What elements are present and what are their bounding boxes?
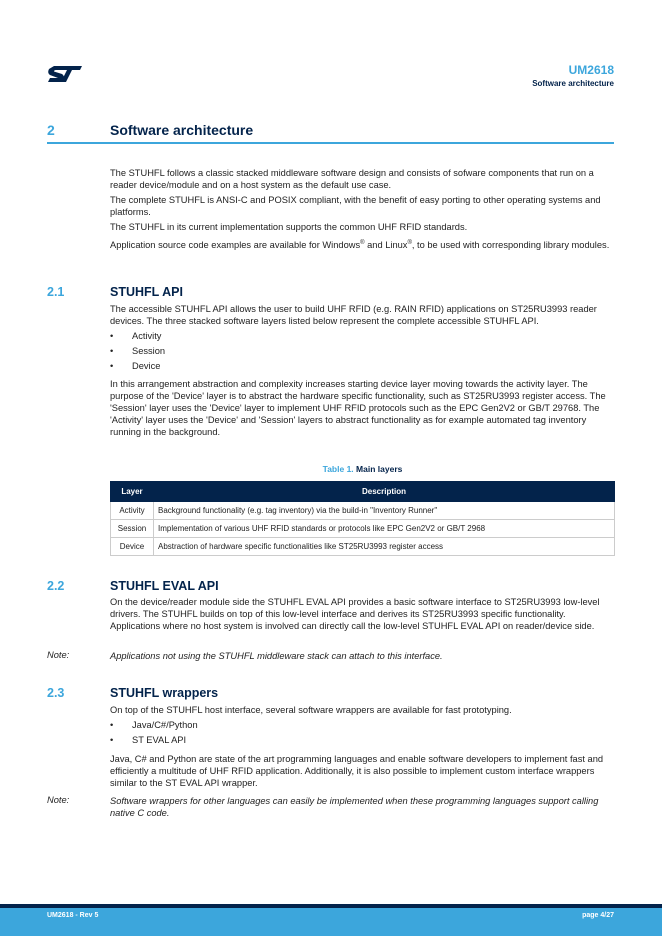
- table-row: [111, 538, 615, 556]
- list-item: • Session: [110, 344, 165, 359]
- column-header: Description: [154, 482, 615, 502]
- list-item-text: ST EVAL API: [132, 735, 187, 745]
- main-layers-table: [110, 481, 615, 556]
- list-item-text: Java/C#/Python: [132, 720, 198, 730]
- footer-page-number: page 4/27: [582, 912, 614, 919]
- footer-doc-rev: UM2618 - Rev 5: [47, 912, 99, 919]
- cell: Session: [111, 520, 154, 538]
- list-item-text: Session: [132, 346, 166, 356]
- list-item: • Java/C#/Python: [110, 718, 198, 733]
- table-caption: [110, 464, 615, 474]
- paragraph: On the device/reader module side the STUHFL EVAL API provides a basic software interface to ST25RU3993 low-level drivers. The STUHFL builds on top of this low-level interface and derives its ST25RU3993 specific functionality. Applications where no host system is involved can directly call the low-level STUHFL EVAL API on reader/device side.: [110, 597, 600, 631]
- cell: Background functionality (e.g. tag inventory) via the build-in "Inventory Runner": [154, 502, 615, 520]
- caption-number: Table 1.: [322, 464, 354, 474]
- list-item: • ST EVAL API: [110, 733, 198, 748]
- subsection-number: 2.3: [47, 686, 65, 700]
- st-logo: [46, 64, 84, 86]
- list-item: • Device: [110, 359, 165, 374]
- subsection-title: STUHFL API: [110, 285, 183, 299]
- table-row: [111, 502, 615, 520]
- list-item-text: Device: [132, 361, 161, 371]
- note-text: Software wrappers for other languages can easily be implemented when these programming languages support calling native C code.: [110, 796, 599, 818]
- header-doc-id: UM2618: [568, 63, 614, 77]
- header-section: Software architecture: [532, 79, 614, 88]
- note-label: Note:: [47, 650, 70, 660]
- paragraph: The accessible STUHFL API allows the user to build UHF RFID (e.g. RAIN RFID) applications on ST25RU3993 reader devices. The three stacked software layers listed below represent the complete accessible STUHFL API.: [110, 304, 597, 326]
- list-item: • Activity: [110, 329, 165, 344]
- registered-mark: ®: [360, 240, 365, 246]
- section-number: 2: [47, 122, 55, 138]
- subsection-number: 2.1: [47, 285, 65, 299]
- registered-mark: ®: [407, 240, 412, 246]
- paragraph: On top of the STUHFL host interface, several software wrappers are available for fast prototyping.: [110, 705, 512, 715]
- paragraph: Java, C# and Python are state of the art programming languages and enable software developers to implement fast and efficiently a multitude of UHF RFID application. Additionally, it is also possible to implement custom interface wrappers similar to the ST EVAL API wrapper.: [110, 754, 604, 788]
- caption-title: Main layers: [356, 464, 403, 474]
- cell: Implementation of various UHF RFID standards or protocols like EPC Gen2V2 or GB/T 2968: [154, 520, 615, 538]
- text: Application source code examples are available for Windows: [110, 240, 361, 251]
- subsection-number: 2.2: [47, 579, 65, 593]
- note-label: Note:: [47, 795, 70, 805]
- subsection-title: STUHFL wrappers: [110, 686, 219, 700]
- table-header-row: [111, 482, 615, 502]
- paragraph: In this arrangement abstraction and complexity increases starting device layer moving towards the activity layer. The purpose of the 'Device' layer is to abstract the hardware specific functionality, such as ST25RU3993 register access. The 'Session' layer uses the 'Device' layer to implement UHF RFID protocols such as the EPC Gen2V2 or GB/T 29768. The 'Activity' layer uses the 'Device' and 'Session' layers to abstract functionality as for example automated tag inventory running in the background.: [110, 379, 606, 437]
- text: , to be used with corresponding library modules.: [411, 240, 610, 251]
- cell: Device: [111, 538, 154, 556]
- paragraph: The STUHFL follows a classic stacked middleware software design and consists of sofware components that run on a reader device/module and on a host system as the default use case.: [110, 168, 594, 190]
- column-header: Layer: [111, 482, 154, 502]
- section-rule: [47, 142, 614, 144]
- footer-band: [0, 908, 662, 936]
- note-text: Applications not using the STUHFL middleware stack can attach to this interface.: [110, 651, 443, 661]
- subsection-title: STUHFL EVAL API: [110, 579, 219, 593]
- table-row: [111, 520, 615, 538]
- bullet-list: [110, 718, 198, 748]
- bullet-list: [110, 329, 165, 374]
- text: and Linux: [364, 240, 408, 251]
- cell: Abstraction of hardware specific functionalities like ST25RU3993 register access: [154, 538, 615, 556]
- list-item-text: Activity: [132, 331, 162, 341]
- cell: Activity: [111, 502, 154, 520]
- paragraph: [110, 237, 615, 251]
- paragraph: The STUHFL in its current implementation supports the common UHF RFID standards.: [110, 222, 468, 232]
- paragraph: The complete STUHFL is ANSI-C and POSIX compliant, with the benefit of easy porting to other operating systems and platforms.: [110, 195, 601, 217]
- section-title: Software architecture: [110, 122, 254, 138]
